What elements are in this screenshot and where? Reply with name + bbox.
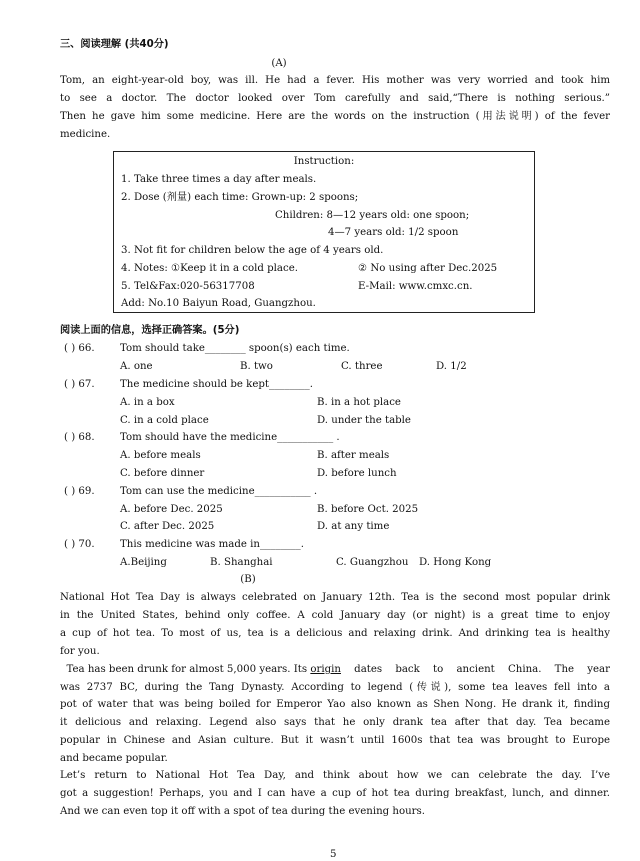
passage-b-line: pot of water that was being boiled for Emperor Yao also known as Shen Nong. He drank it, finding (60, 699, 610, 710)
option: B. after meals (317, 450, 390, 461)
question-stem: This medicine was made in________. (120, 539, 304, 550)
passage-a-line: to see a doctor. The doctor looked over Tom carefully and said,“There is nothing serious.” (60, 93, 610, 104)
option: D. at any time (317, 521, 390, 532)
passage-b-line: popular in Chinese and Asian culture. But it wasn’t until 1600s that tea was brought to Europe (60, 735, 610, 746)
instruction-line: ② No using after Dec.2025 (358, 263, 498, 274)
option: B. two (240, 361, 273, 372)
question-number: ( ) 67. (64, 379, 95, 390)
page-number: 5 (330, 849, 337, 860)
option: A. before Dec. 2025 (120, 504, 223, 515)
section-title: 三、阅读理解 (共40分) (60, 39, 169, 50)
underlined-word-origin: origin (310, 664, 341, 675)
option: B. Shanghai (210, 557, 273, 568)
option: D. 1/2 (436, 361, 467, 372)
questions-intro: 阅读上面的信息，选择正确答案。(5分) (60, 325, 240, 336)
option: D. before lunch (317, 468, 397, 479)
instruction-line: 3. Not fit for children below the age of 4 years old. (121, 245, 384, 256)
passage-a-line: Tom, an eight-year-old boy, was ill. He had a fever. His mother was very worried and took him (60, 75, 610, 86)
passage-b-line: a cup of hot tea. To most of us, tea is a delicious and relaxing drink. And drinking tea is healthy (60, 628, 610, 639)
passage-a-line: Then he gave him some medicine. Here are the words on the instruction (用法说明) of the fever (60, 111, 610, 122)
passage-b-line: Let’s return to National Hot Tea Day, and think about how we can celebrate the day. I’ve (60, 770, 610, 781)
passage-b-line: and became popular. (60, 753, 168, 764)
option: C. in a cold place (120, 415, 209, 426)
passage-b-line: for you. (60, 646, 100, 657)
instruction-line: 4. Notes: ①Keep it in a cold place. (121, 263, 298, 274)
instruction-line: 4—7 years old: 1/2 spoon (328, 227, 459, 238)
passage-b-text: dates back to ancient China. The year (340, 664, 610, 675)
instruction-line: 1. Take three times a day after meals. (121, 174, 317, 185)
option: A. before meals (120, 450, 201, 461)
passage-b-line: And we can even top it off with a spot of tea during the evening hours. (60, 806, 426, 817)
option: D. Hong Kong (419, 557, 492, 568)
passage-b-line: National Hot Tea Day is always celebrated on January 12th. Tea is the second most popular drink (60, 592, 610, 603)
option: D. under the table (317, 415, 411, 426)
instruction-line: E-Mail: www.cmxc.cn. (358, 281, 473, 292)
passage-b-line (60, 663, 610, 676)
passage-b-label: (B) (240, 574, 256, 585)
question-stem: The medicine should be kept________. (120, 379, 313, 390)
question-stem: Tom should have the medicine___________ . (120, 432, 340, 443)
option: A. one (120, 361, 153, 372)
question-number: ( ) 68. (64, 432, 95, 443)
passage-b-line: it delicious and relaxing. Legend also says that he only drank tea after that day. Tea became (60, 717, 610, 728)
question-number: ( ) 66. (64, 343, 95, 354)
instruction-box (113, 151, 535, 313)
option: A. in a box (120, 397, 175, 408)
option: C. after Dec. 2025 (120, 521, 215, 532)
instruction-line: Add: No.10 Baiyun Road, Guangzhou. (121, 298, 316, 309)
instruction-title: Instruction: (293, 156, 355, 167)
option: A.Beijing (120, 557, 167, 568)
option: C. Guangzhou (336, 557, 409, 568)
passage-b-line: in the United States, behind only coffee. A cold January day (or night) is a great time to enjoy (60, 610, 610, 621)
instruction-line: Children: 8—12 years old: one spoon; (275, 210, 470, 221)
passage-b-text: Tea has been drunk for almost 5,000 years. Its (60, 664, 311, 675)
passage-a-line: medicine. (60, 129, 111, 140)
instruction-line: 5. Tel&Fax:020-56317708 (121, 281, 255, 292)
passage-b-line: got a suggestion! Perhaps, you and I can have a cup of hot tea during breakfast, lunch, and dinner. (60, 788, 610, 799)
passage-b-line: was 2737 BC, during the Tang Dynasty. According to legend (传说), some tea leaves fell into a (60, 682, 610, 693)
question-stem: Tom should take________ spoon(s) each time. (120, 343, 350, 354)
question-number: ( ) 69. (64, 486, 95, 497)
passage-a-label: (A) (271, 58, 287, 69)
option: B. in a hot place (317, 397, 401, 408)
instruction-line: 2. Dose (剂量) each time: Grown-up: 2 spoons; (121, 192, 359, 203)
option: B. before Oct. 2025 (317, 504, 419, 515)
question-number: ( ) 70. (64, 539, 95, 550)
option: C. three (341, 361, 383, 372)
option: C. before dinner (120, 468, 205, 479)
question-stem: Tom can use the medicine___________ . (120, 486, 318, 497)
